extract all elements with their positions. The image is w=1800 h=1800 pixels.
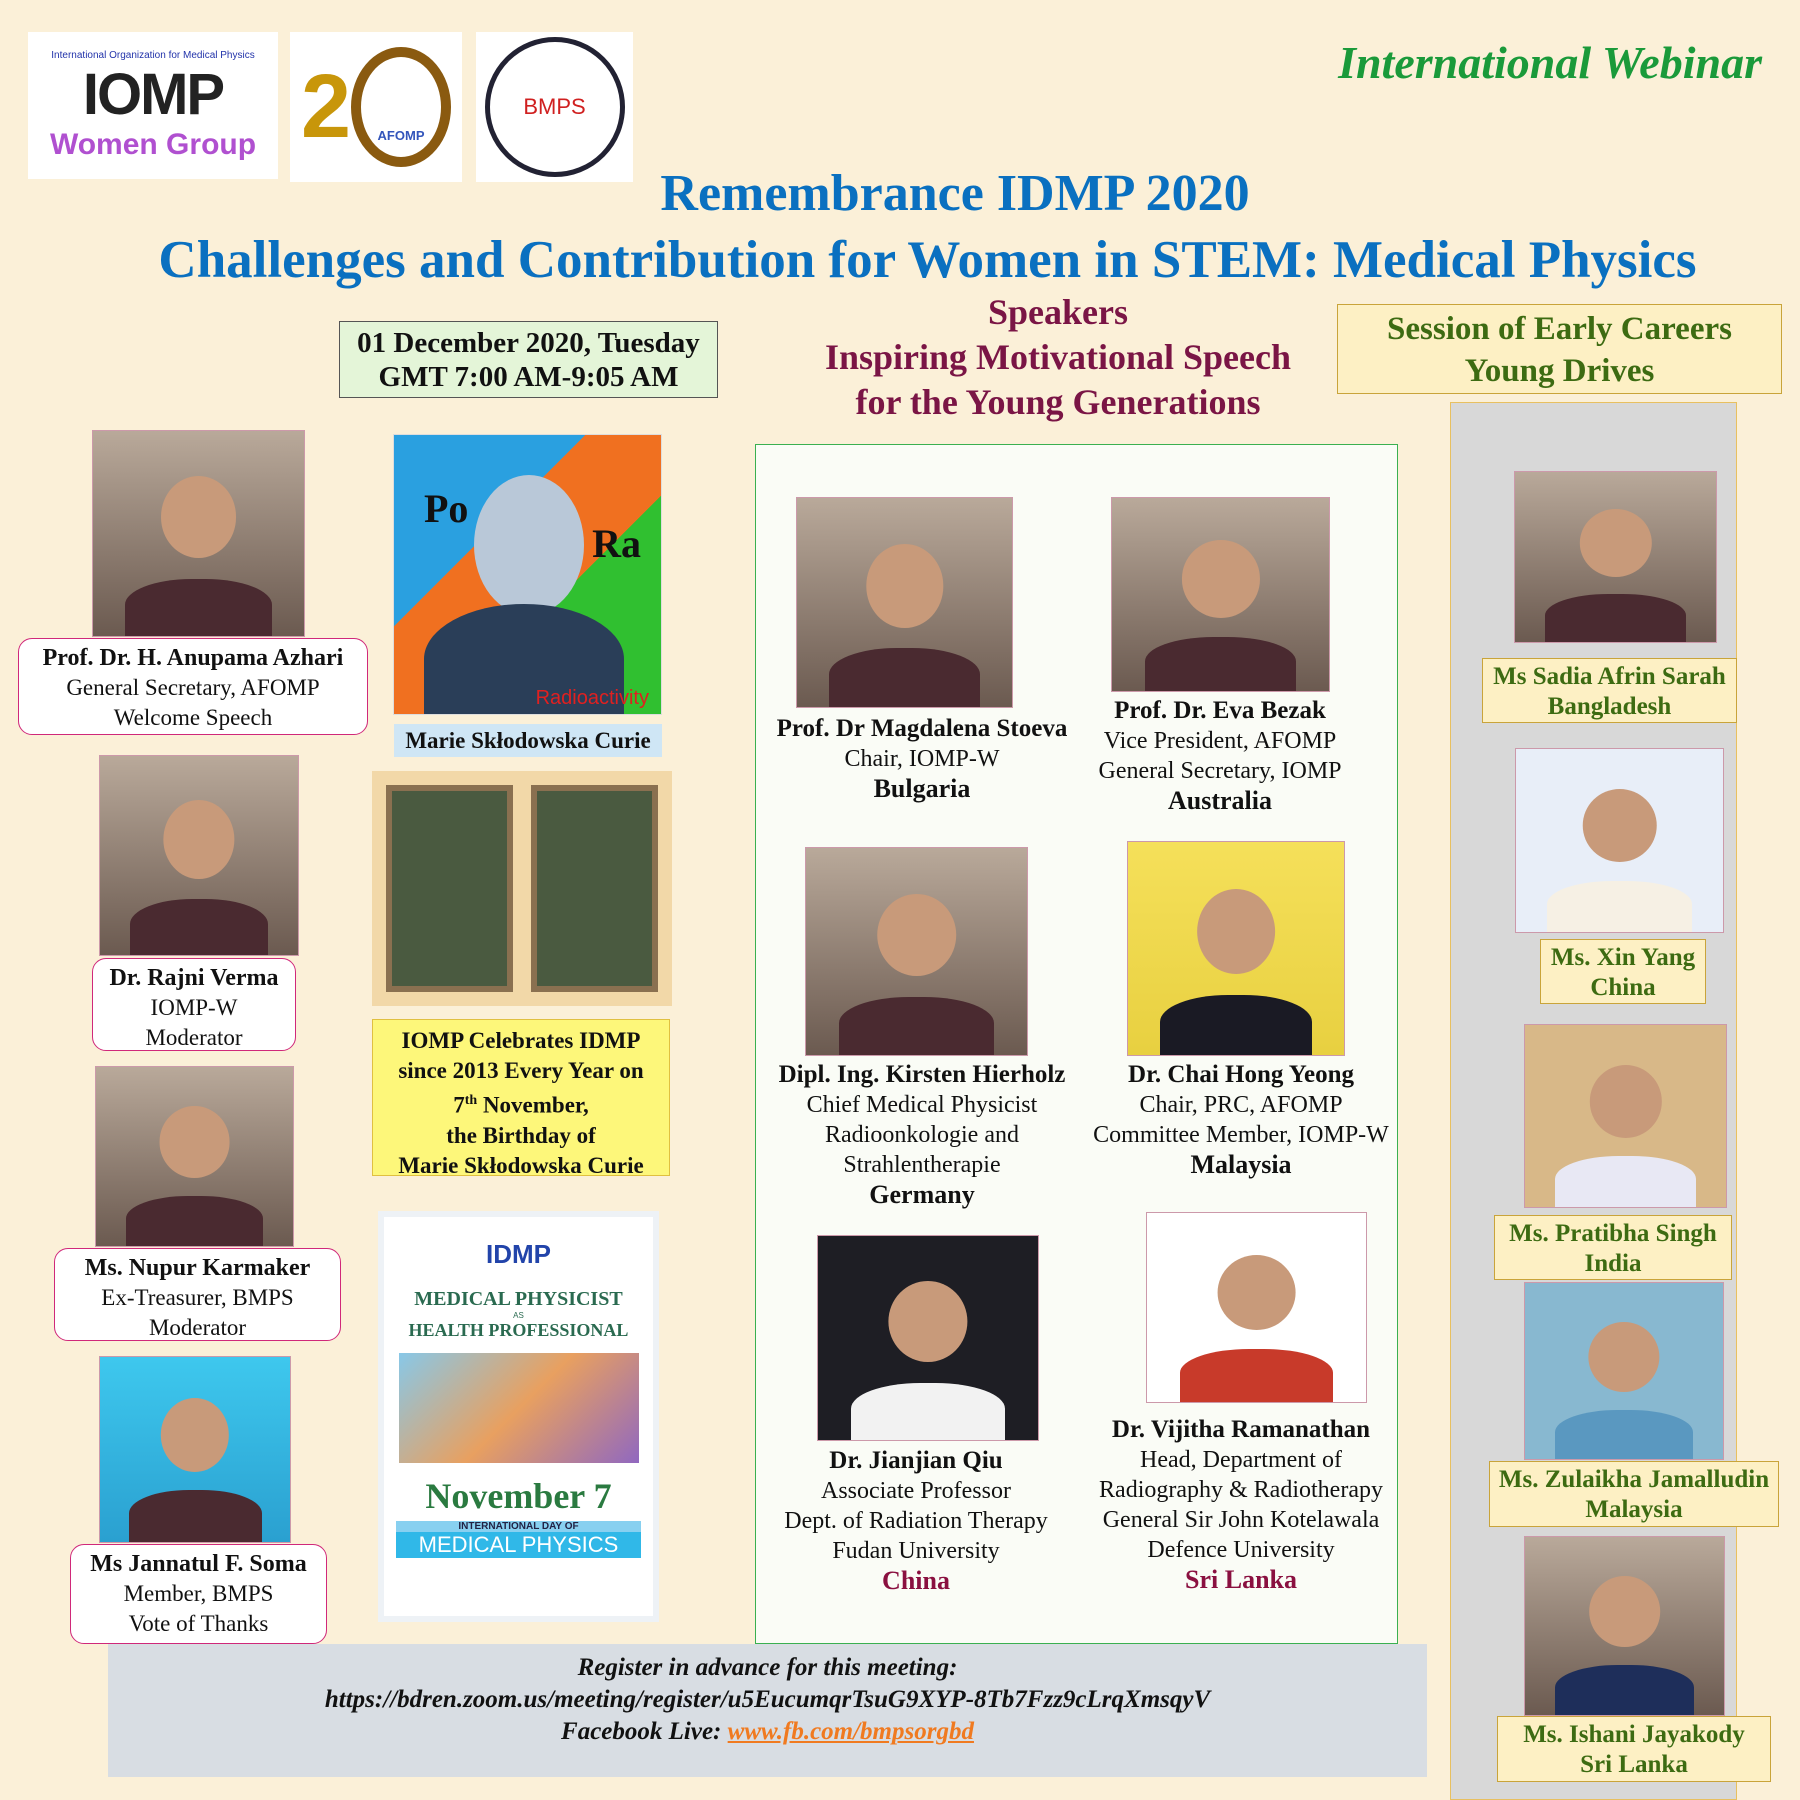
page-subtitle: Challenges and Contribution for Women in STEM: Medical Physics bbox=[158, 231, 1697, 289]
speaker-role: Chair, PRC, AFOMP bbox=[1139, 1092, 1343, 1118]
person-name: Ms. Nupur Karmaker bbox=[84, 1255, 311, 1281]
speaker-role: Radiography & Radiotherapy bbox=[1099, 1477, 1383, 1503]
photo-stoeva bbox=[796, 497, 1013, 708]
young-name: Ms. Zulaikha Jamalludin bbox=[1498, 1466, 1770, 1493]
register-box bbox=[108, 1644, 1427, 1777]
person-role: Member, BMPS bbox=[123, 1581, 274, 1606]
photo-ishani bbox=[1524, 1536, 1725, 1716]
logo-text: International Organization for Medical Physics bbox=[51, 49, 255, 61]
photo-pratibha bbox=[1524, 1024, 1727, 1208]
poster-date: November 7 bbox=[425, 1476, 612, 1516]
young-name: Ms. Ishani Jayakody bbox=[1523, 1721, 1745, 1748]
speaker-name: Dipl. Ing. Kirsten Hierholz bbox=[778, 1061, 1066, 1088]
register-link[interactable]: https://bdren.zoom.us/meeting/register/u5EucumqrTsuG9XYP-8Tb7Fzz9cLrqXmsqyV bbox=[324, 1686, 1211, 1713]
speaker-role: General Sir John Kotelawala bbox=[1102, 1507, 1380, 1533]
young-name: Ms Sadia Afrin Sarah bbox=[1493, 663, 1726, 690]
person-task: Moderator bbox=[145, 1025, 243, 1050]
photo-nupur bbox=[95, 1066, 294, 1247]
poster-text: MEDICAL PHYSICIST bbox=[414, 1288, 623, 1310]
curie-caption: Marie Skłodowska Curie bbox=[394, 724, 662, 757]
person-name: Dr. Rajni Verma bbox=[109, 965, 279, 991]
photo-anupama bbox=[92, 430, 305, 637]
session-line: Session of Early Careers bbox=[1387, 311, 1732, 347]
time-text: GMT 7:00 AM-9:05 AM bbox=[378, 361, 679, 393]
heading-line: Speakers bbox=[987, 292, 1128, 332]
person-task: Welcome Speech bbox=[113, 705, 273, 730]
person-card bbox=[54, 1248, 341, 1341]
person-card bbox=[70, 1544, 327, 1644]
poster-text: AS bbox=[513, 1311, 524, 1320]
speaker-name: Dr. Chai Hong Yeong bbox=[1128, 1061, 1354, 1088]
young-label bbox=[1489, 1461, 1779, 1527]
photo-chai bbox=[1127, 841, 1345, 1056]
celebrate-line bbox=[373, 1086, 669, 1121]
speaker-card bbox=[784, 1446, 1047, 1596]
person-name: Prof. Dr. H. Anupama Azhari bbox=[42, 645, 344, 671]
young-country: Sri Lanka bbox=[1580, 1751, 1688, 1778]
page-title: Remembrance IDMP 2020 bbox=[660, 165, 1250, 222]
speaker-name: Dr. Jianjian Qiu bbox=[829, 1447, 1003, 1474]
speaker-role: Chief Medical Physicist bbox=[806, 1092, 1038, 1118]
poster-graphic bbox=[399, 1353, 639, 1463]
month: November, bbox=[477, 1092, 589, 1118]
young-country: India bbox=[1584, 1250, 1642, 1277]
nobel-diploma-image bbox=[372, 771, 672, 1006]
speaker-role: Dept. of Radiation Therapy bbox=[784, 1508, 1048, 1534]
young-label bbox=[1540, 939, 1706, 1004]
photo-qiu bbox=[817, 1235, 1039, 1441]
young-name: Ms. Xin Yang bbox=[1550, 944, 1696, 971]
poster-text: INTERNATIONAL DAY OF bbox=[396, 1521, 641, 1532]
poster-text: HEALTH PROFESSIONAL bbox=[408, 1320, 629, 1340]
speaker-role: Head, Department of bbox=[1140, 1447, 1342, 1473]
facebook-label: Facebook Live: bbox=[561, 1718, 722, 1745]
young-name: Ms. Pratibha Singh bbox=[1509, 1220, 1717, 1247]
logo-text: Women Group bbox=[49, 127, 257, 161]
speaker-card bbox=[779, 1060, 1066, 1210]
person-card bbox=[92, 958, 296, 1051]
photo-xin bbox=[1515, 748, 1724, 933]
photo-zulaikha bbox=[1524, 1282, 1724, 1460]
logo-text: AFOMP bbox=[351, 47, 451, 167]
register-label: Register in advance for this meeting: bbox=[577, 1654, 958, 1681]
speaker-role: Fudan University bbox=[832, 1538, 1000, 1564]
celebrate-box bbox=[372, 1019, 670, 1176]
person-task: Moderator bbox=[148, 1315, 247, 1340]
celebrate-line: Marie Skłodowska Curie bbox=[398, 1152, 644, 1178]
logo-text: BMPS bbox=[485, 37, 625, 177]
photo-hierholz bbox=[805, 847, 1028, 1056]
facebook-link[interactable]: www.fb.com/bmpsorgbd bbox=[727, 1718, 974, 1745]
day: 7 bbox=[453, 1092, 465, 1118]
celebrate-line: since 2013 Every Year on bbox=[398, 1058, 644, 1083]
idmp-poster bbox=[378, 1211, 659, 1622]
speaker-country: Malaysia bbox=[1190, 1150, 1292, 1179]
polonium-label: Po bbox=[424, 486, 469, 531]
person-role: IOMP-W bbox=[150, 995, 238, 1020]
heading-line: for the Young Generations bbox=[855, 382, 1261, 422]
person-role: General Secretary, AFOMP bbox=[66, 675, 320, 700]
curie-image bbox=[393, 434, 662, 715]
iomp-women-group-logo bbox=[28, 32, 278, 179]
speaker-role: Chair, IOMP-W bbox=[844, 746, 1000, 772]
speaker-card bbox=[1093, 1060, 1389, 1180]
speaker-country: Sri Lanka bbox=[1185, 1565, 1297, 1594]
photo-bezak bbox=[1111, 497, 1330, 692]
date-box bbox=[339, 321, 718, 398]
photo-sadia bbox=[1514, 471, 1717, 643]
speaker-name: Dr. Vijitha Ramanathan bbox=[1111, 1416, 1371, 1443]
session-box bbox=[1337, 304, 1782, 394]
photo-vijitha bbox=[1146, 1212, 1367, 1403]
speaker-role: Committee Member, IOMP-W bbox=[1093, 1122, 1389, 1148]
young-country: Malaysia bbox=[1585, 1496, 1683, 1523]
radium-label: Ra bbox=[592, 521, 641, 566]
photo-jannatul bbox=[99, 1356, 291, 1543]
speaker-country: Bulgaria bbox=[873, 774, 971, 803]
young-label bbox=[1494, 1215, 1732, 1280]
young-label bbox=[1497, 1716, 1771, 1782]
poster-logo-text: IDMP bbox=[486, 1239, 551, 1269]
logo-text: IOMP bbox=[82, 61, 224, 127]
poster-text: MEDICAL PHYSICS bbox=[396, 1532, 641, 1558]
young-country: Bangladesh bbox=[1547, 693, 1672, 720]
speaker-name: Prof. Dr Magdalena Stoeva bbox=[776, 715, 1068, 742]
person-task: Vote of Thanks bbox=[128, 1611, 269, 1636]
person-name: Ms Jannatul F. Soma bbox=[90, 1551, 307, 1577]
young-label bbox=[1482, 658, 1737, 723]
bmps-logo bbox=[476, 32, 633, 182]
person-role: Ex-Treasurer, BMPS bbox=[101, 1285, 294, 1310]
photo-rajni bbox=[99, 755, 299, 956]
radioactivity-label: Radioactivity bbox=[535, 687, 649, 709]
date-text: 01 December 2020, Tuesday bbox=[357, 327, 700, 359]
speaker-card bbox=[777, 714, 1068, 804]
speaker-role: Radioonkologie and bbox=[825, 1122, 1019, 1148]
speaker-role: General Secretary, IOMP bbox=[1098, 758, 1342, 784]
speaker-card bbox=[1099, 1415, 1383, 1595]
person-card bbox=[18, 638, 368, 735]
speaker-country: China bbox=[882, 1566, 950, 1595]
speaker-country: Germany bbox=[869, 1180, 975, 1209]
facebook-line bbox=[108, 1716, 1427, 1748]
speaker-role: Strahlentherapie bbox=[843, 1152, 1001, 1178]
speaker-card bbox=[1098, 696, 1341, 816]
heading-line: Inspiring Motivational Speech bbox=[824, 337, 1292, 377]
young-country: China bbox=[1590, 974, 1656, 1001]
speaker-name: Prof. Dr. Eva Bezak bbox=[1114, 697, 1326, 724]
speaker-role: Defence University bbox=[1147, 1537, 1335, 1563]
celebrate-line: the Birthday of bbox=[446, 1122, 596, 1148]
session-line: Young Drives bbox=[1464, 353, 1655, 389]
speaker-role: Associate Professor bbox=[821, 1478, 1011, 1504]
afomp-20-logo: 2 AFOMP bbox=[290, 32, 462, 182]
speaker-role: Vice President, AFOMP bbox=[1103, 728, 1337, 754]
ordinal: th bbox=[464, 1093, 478, 1108]
celebrate-line: IOMP Celebrates IDMP bbox=[401, 1028, 641, 1053]
speakers-heading bbox=[758, 290, 1358, 425]
webinar-label: International Webinar bbox=[1338, 37, 1762, 88]
speaker-country: Australia bbox=[1167, 786, 1272, 815]
